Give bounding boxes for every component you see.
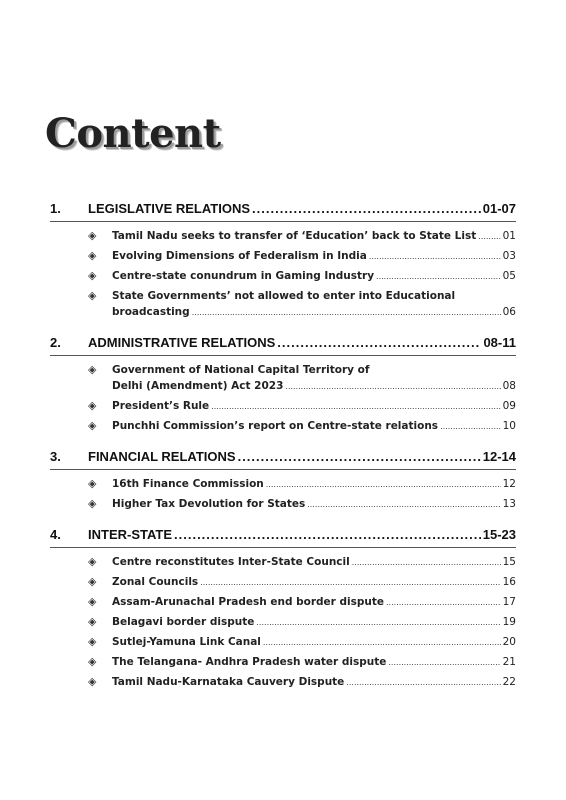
dot-leader: [352, 555, 501, 571]
toc-section: [50, 331, 516, 435]
dot-leader: [440, 419, 501, 435]
section-page-range: 01-07: [482, 201, 516, 216]
toc-entry[interactable]: [88, 362, 516, 395]
entry-page-number: 21: [502, 656, 516, 668]
section-number: 3.: [50, 449, 61, 464]
entry-page-number: 08: [502, 380, 516, 392]
diamond-bullet-icon: ◈: [88, 249, 97, 262]
section-heading[interactable]: [50, 331, 516, 356]
entry-title: The Telangana- Andhra Pradesh water dispute: [112, 656, 387, 668]
toc-section: [50, 445, 516, 513]
toc-entry[interactable]: [88, 614, 516, 631]
dot-leader: [192, 305, 501, 321]
entry-page-number: 03: [502, 250, 516, 262]
section-heading[interactable]: [50, 445, 516, 470]
page-title: Content: [45, 110, 221, 157]
toc-entry[interactable]: [88, 574, 516, 591]
diamond-bullet-icon: ◈: [88, 477, 97, 490]
section-heading[interactable]: [50, 523, 516, 548]
section-page-range: 08-11: [483, 335, 516, 350]
entry-title: broadcasting: [112, 306, 190, 318]
dot-leader: [376, 269, 501, 285]
table-of-contents: [50, 197, 516, 701]
dot-leader: [285, 379, 500, 395]
diamond-bullet-icon: ◈: [88, 575, 97, 588]
section-items: [88, 362, 516, 435]
entry-title-line: State Governments’ not allowed to enter into Educational: [112, 290, 456, 302]
section-items: [88, 476, 516, 513]
section-title: INTER-STATE: [88, 527, 173, 542]
diamond-bullet-icon: ◈: [88, 229, 97, 242]
section-title: ADMINISTRATIVE RELATIONS: [88, 335, 276, 350]
diamond-bullet-icon: ◈: [88, 555, 97, 568]
dot-leader: [263, 635, 501, 651]
dot-leader: [478, 229, 500, 245]
diamond-bullet-icon: ◈: [88, 399, 97, 412]
entry-page-number: 10: [502, 420, 516, 432]
toc-entry[interactable]: [88, 398, 516, 415]
dot-leader: [256, 615, 500, 631]
dot-leader: [386, 595, 501, 611]
diamond-bullet-icon: ◈: [88, 595, 97, 608]
section-number: 1.: [50, 201, 61, 216]
entry-title: Punchhi Commission’s report on Centre-state relations: [112, 420, 439, 432]
toc-entry[interactable]: [88, 228, 516, 245]
section-page-range: 12-14: [482, 449, 516, 464]
entry-title: Tamil Nadu-Karnataka Cauvery Dispute: [112, 676, 345, 688]
toc-entry[interactable]: [88, 418, 516, 435]
dot-leader: [277, 331, 481, 355]
entry-page-number: 16: [502, 576, 516, 588]
toc-entry[interactable]: [88, 554, 516, 571]
dot-leader: [266, 477, 501, 493]
toc-entry[interactable]: [88, 634, 516, 651]
section-items: [88, 228, 516, 321]
diamond-bullet-icon: ◈: [88, 675, 97, 688]
entry-title: Delhi (Amendment) Act 2023: [112, 380, 284, 392]
entry-title: President’s Rule: [112, 400, 210, 412]
diamond-bullet-icon: ◈: [88, 635, 97, 648]
toc-entry[interactable]: [88, 268, 516, 285]
entry-title: Belagavi border dispute: [112, 616, 255, 628]
entry-page-number: 22: [502, 676, 516, 688]
dot-leader: [307, 497, 500, 513]
diamond-bullet-icon: ◈: [88, 615, 97, 628]
entry-title: 16th Finance Commission: [112, 478, 264, 490]
dot-leader: [211, 399, 500, 415]
section-page-range: 15-23: [482, 527, 516, 542]
entry-title: Zonal Councils: [112, 576, 199, 588]
section-heading[interactable]: [50, 197, 516, 222]
entry-page-number: 17: [502, 596, 516, 608]
diamond-bullet-icon: ◈: [88, 269, 97, 282]
section-number: 4.: [50, 527, 61, 542]
entry-title: Centre reconstitutes Inter-State Council: [112, 556, 350, 568]
toc-entry[interactable]: [88, 476, 516, 493]
diamond-bullet-icon: ◈: [88, 289, 97, 302]
dot-leader: [369, 249, 501, 265]
dot-leader: [252, 197, 481, 221]
toc-entry[interactable]: [88, 654, 516, 671]
entry-page-number: 13: [502, 498, 516, 510]
entry-page-number: 12: [502, 478, 516, 490]
section-title: LEGISLATIVE RELATIONS: [88, 201, 251, 216]
toc-entry[interactable]: [88, 496, 516, 513]
diamond-bullet-icon: ◈: [88, 419, 97, 432]
dot-leader: [388, 655, 500, 671]
entry-page-number: 19: [502, 616, 516, 628]
diamond-bullet-icon: ◈: [88, 655, 97, 668]
dot-leader: [238, 445, 481, 469]
entry-title: Higher Tax Devolution for States: [112, 498, 306, 510]
entry-title: Assam-Arunachal Pradesh end border dispute: [112, 596, 385, 608]
entry-title: Tamil Nadu seeks to transfer of ‘Education’ back to State List: [112, 230, 477, 242]
section-title: FINANCIAL RELATIONS: [88, 449, 236, 464]
diamond-bullet-icon: ◈: [88, 363, 97, 376]
entry-page-number: 01: [502, 230, 516, 242]
toc-entry[interactable]: [88, 248, 516, 265]
dot-leader: [174, 523, 481, 547]
entry-title: Evolving Dimensions of Federalism in India: [112, 250, 367, 262]
section-items: [88, 554, 516, 691]
toc-section: [50, 523, 516, 691]
entry-page-number: 20: [502, 636, 516, 648]
entry-title: Centre-state conundrum in Gaming Industry: [112, 270, 375, 282]
entry-page-number: 09: [502, 400, 516, 412]
entry-page-number: 05: [502, 270, 516, 282]
toc-entry[interactable]: [88, 594, 516, 611]
entry-page-number: 15: [502, 556, 516, 568]
dot-leader: [346, 675, 500, 691]
entry-title-line: Government of National Capital Territory of: [112, 364, 370, 376]
dot-leader: [200, 575, 500, 591]
toc-entry[interactable]: [88, 288, 516, 321]
toc-entry[interactable]: [88, 674, 516, 691]
section-number: 2.: [50, 335, 61, 350]
toc-section: [50, 197, 516, 321]
diamond-bullet-icon: ◈: [88, 497, 97, 510]
entry-page-number: 06: [502, 306, 516, 318]
entry-title: Sutlej-Yamuna Link Canal: [112, 636, 261, 648]
